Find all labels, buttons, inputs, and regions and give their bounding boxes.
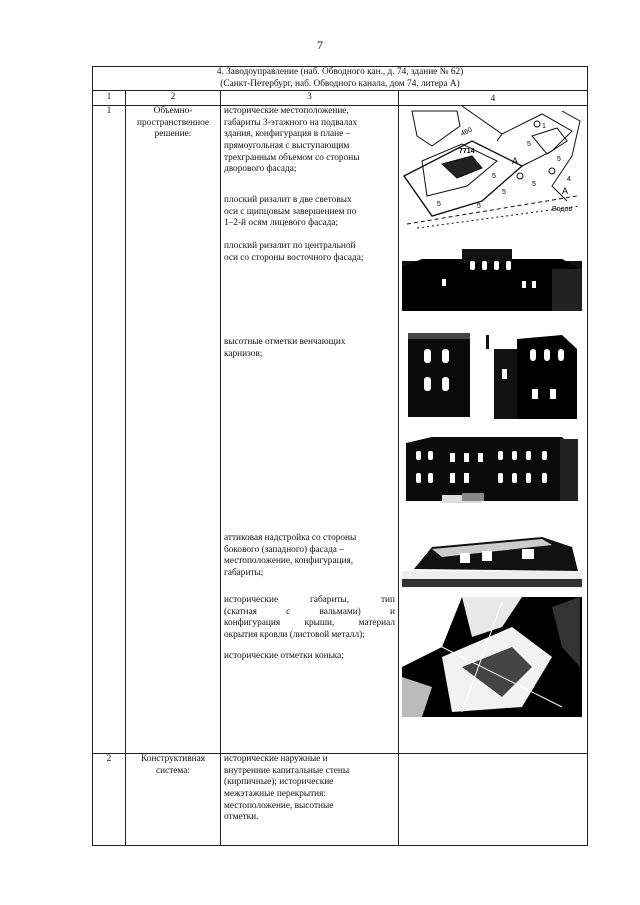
table-header-row bbox=[93, 67, 588, 91]
text-line: трехгранным объемом со стороны bbox=[224, 152, 360, 163]
text-line: аттиковая надстройка со стороны bbox=[224, 533, 357, 544]
text-line: карнизов; bbox=[224, 348, 263, 359]
text-line: исторические наружные и bbox=[224, 754, 328, 765]
text-line: оси со стороны восточного фасада; bbox=[224, 252, 364, 263]
cornice-photo-left bbox=[408, 333, 470, 417]
plan-label: 5 bbox=[502, 189, 506, 197]
plan-label: 5 bbox=[477, 203, 481, 211]
text-line: отметки. bbox=[224, 812, 259, 823]
text-line: высотные отметки венчающих bbox=[224, 337, 346, 348]
object-title bbox=[93, 67, 588, 91]
page-number: 7 bbox=[317, 38, 323, 52]
row-description bbox=[221, 106, 399, 754]
description-item bbox=[224, 241, 395, 337]
row-number: 2 bbox=[93, 754, 126, 846]
text-line: исторические габариты, тип bbox=[224, 595, 395, 606]
cornice-photos bbox=[402, 329, 584, 421]
plan-label: 460 bbox=[459, 126, 474, 139]
text-line: бокового (западного) фасада – bbox=[224, 544, 344, 555]
text-line: (кирпичные); исторические bbox=[224, 777, 334, 788]
row-number: 1 bbox=[93, 106, 126, 754]
category-line: Объемно- bbox=[153, 106, 193, 117]
roof-photo bbox=[402, 597, 584, 717]
row-description bbox=[221, 754, 399, 846]
table-row bbox=[93, 754, 588, 846]
column-number: 3 bbox=[221, 91, 399, 106]
plan-label: 5 bbox=[527, 141, 531, 149]
row-illustrations bbox=[399, 106, 588, 754]
text-line: оси с щипцовым завершением по bbox=[224, 206, 357, 217]
attic-photo bbox=[402, 527, 584, 587]
text-line: габариты; bbox=[224, 568, 264, 579]
category-line: Конструктивная bbox=[140, 754, 206, 765]
row-category bbox=[126, 754, 221, 846]
column-number-row bbox=[93, 91, 588, 106]
plan-label: Водов bbox=[552, 206, 573, 214]
table-row bbox=[93, 106, 588, 754]
column-number: 2 bbox=[126, 91, 221, 106]
object-title-line-1: 4. Заводоуправление (наб. Обводного кан., д. 74, здание № 62) bbox=[216, 67, 464, 77]
column-number: 1 bbox=[93, 91, 126, 106]
description-item bbox=[224, 533, 395, 595]
text-line: дворового фасада; bbox=[224, 164, 297, 175]
row-category bbox=[126, 106, 221, 754]
text-line: (скатная с вальмами) и bbox=[224, 606, 395, 617]
text-line: межэтажные перекрытия: bbox=[224, 789, 327, 800]
description-item bbox=[224, 651, 395, 663]
text-line: исторические отметки конька; bbox=[224, 651, 344, 662]
plan-label: A bbox=[512, 156, 519, 167]
text-line: местоположение, конфигурация, bbox=[224, 556, 354, 567]
category-line: пространственное bbox=[136, 117, 210, 128]
text-line: 1–2-й осям лицевого фасада; bbox=[224, 218, 339, 229]
text-line: местоположение, высотные bbox=[224, 800, 334, 811]
text-line: конфигурация крыши, материал bbox=[224, 618, 395, 629]
plan-label: 5 bbox=[437, 201, 441, 209]
monument-table bbox=[92, 66, 588, 846]
plan-label: 5 bbox=[532, 181, 536, 189]
plan-label: 5 bbox=[492, 173, 496, 181]
east-facade-photo bbox=[402, 239, 584, 311]
plan-label: 1 bbox=[542, 123, 546, 131]
text-line: плоский ризалит по центральной bbox=[224, 241, 356, 252]
object-title-line-2: (Санкт-Петербург, наб. Обводного канала, дом 74, литера А) bbox=[220, 78, 460, 89]
text-line: габариты 3-этажного на подвалах bbox=[224, 117, 358, 128]
category-line: система: bbox=[156, 765, 190, 776]
text-line: здания, конфигурация в плане – bbox=[224, 129, 351, 140]
plan-label: 4 bbox=[567, 176, 571, 184]
column-number: 4 bbox=[399, 91, 588, 106]
row-illustrations bbox=[399, 754, 588, 846]
text-line: плоский ризалит в две световых bbox=[224, 195, 352, 206]
text-line: исторические местоположение, bbox=[224, 106, 349, 117]
description-item bbox=[224, 195, 395, 241]
text-line: окрытия кровли (листовой металл); bbox=[224, 630, 365, 641]
text-line: внутренние капитальные стены bbox=[224, 765, 350, 776]
site-plan-image bbox=[402, 106, 584, 231]
main-facade-photo bbox=[402, 429, 584, 509]
plan-label: A bbox=[562, 186, 569, 197]
plan-label: 7714 bbox=[459, 148, 475, 156]
description-item bbox=[224, 106, 395, 195]
plan-label: 5 bbox=[557, 156, 561, 164]
category-line: решение: bbox=[154, 129, 192, 140]
text-line: прямоугольная с выступающим bbox=[224, 141, 350, 152]
description-item bbox=[224, 754, 395, 824]
description-item bbox=[224, 337, 395, 533]
description-item bbox=[224, 595, 395, 651]
